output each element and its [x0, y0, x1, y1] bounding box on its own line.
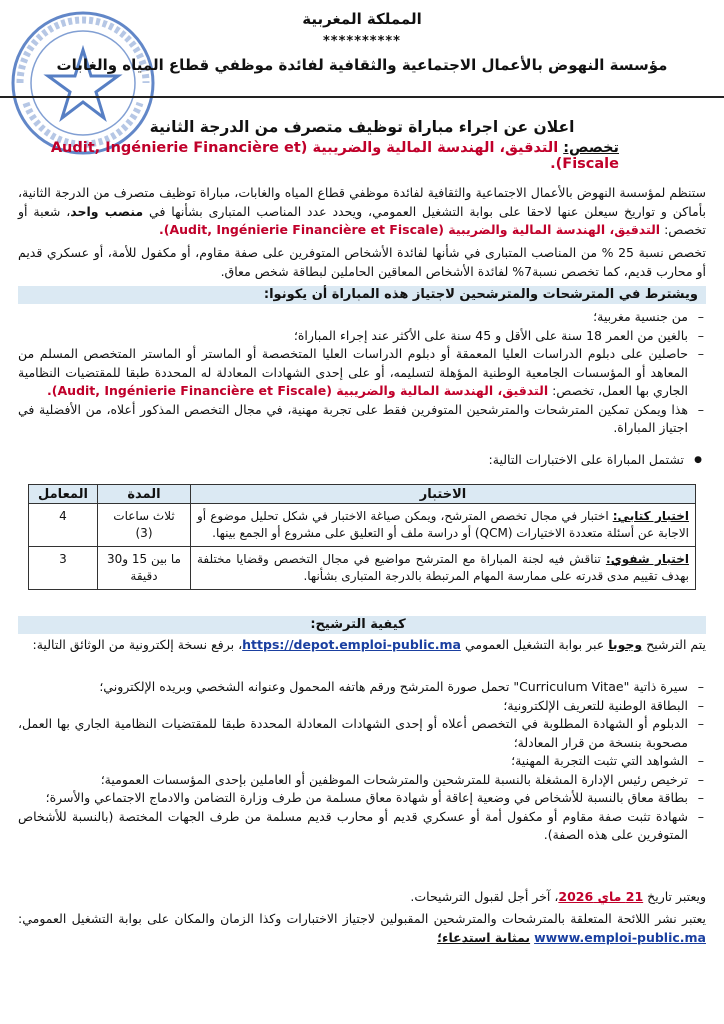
deadline-text: ، آخر أجل لقبول الترشيحات.	[410, 889, 559, 904]
diploma-specialty: التدقيق، الهندسة المالية والضريبية (Audit, Ingénierie Financière et Fiscale).	[47, 383, 549, 398]
list-item: – سيرة ذاتية "Curriculum Vitae" تحمل صورة المترشح ورقم هاتفه المحمول وعنوانه الشخصي وبريده الإلكتروني؛	[18, 678, 706, 697]
list-item: – هذا ويمكن تمكين المترشحات والمترشحين المتوفرين فقط على تجربة مهنية، في مجال التخصص المذكور أعلاه، من الأفضلية في اجتياز المباراة.	[18, 401, 706, 438]
list-item	[18, 345, 706, 401]
application-text: عبر بوابة التشغيل العمومي	[464, 637, 605, 652]
application-text: يتم الترشيح	[646, 637, 706, 652]
diploma-text: حاصلين على دبلوم الدراسات العليا المعمقة أو دبلوم الدراسات العليا المتخصصة أو الماستر أو الماستر المتخصص المسلم من المعاهد أو المؤسسات الجامعية الوطنية المؤهلة لتسليمه، أو على إحدى الشهادات المعادلة له المحددة طبقا للمقتضيات النظامية الجاري بها العمل، تخصص:	[18, 346, 688, 398]
intro-tail: ، شعبة أو تخصص:	[18, 203, 706, 237]
list-item: – شهادة تثبت صفة مقاوم أو مكفول أمة أو عسكري قديم أو محارب قديم مسلمة من طرف الجهات المختصة (بالنسبة للأشخاص المتوفرين على هذه الصفة).	[18, 808, 706, 845]
header-divider	[0, 96, 724, 98]
documents-list	[18, 678, 706, 845]
exams-intro: ● تشتمل المباراة على الاختبارات التالية:	[489, 452, 684, 467]
stars-separator: **********	[323, 34, 401, 49]
exam-cell	[191, 547, 696, 590]
header-coef: المعامل	[29, 485, 98, 504]
conditions-list	[18, 308, 706, 438]
intro-paragraph	[18, 184, 706, 240]
exam-desc: تناقش فيه لجنة المباراة مع المترشح مواضيع في مجال التخصص وقضايا مختلفة بهدف تقييم مدى قدرته على ممارسة المهام المرتبطة بالدرجة المتبارى بشأنها.	[197, 552, 689, 583]
table-header-row	[29, 485, 696, 504]
specialty-label: تخصص:	[563, 140, 619, 156]
header-duration: المدة	[98, 485, 191, 504]
duration-cell: ثلاث ساعات (3)	[98, 504, 191, 547]
duration-cell: ما بين 15 و30 دقيقة	[98, 547, 191, 590]
list-item: – الشواهد التي تثبت التجربة المهنية؛	[18, 752, 706, 771]
conditions-heading: ويشترط في المترشحات والمترشحين لاجتياز هذه المباراة أن يكونوا:	[18, 286, 706, 304]
mandatory-word: وجوبا	[608, 637, 643, 652]
table-row	[29, 547, 696, 590]
exam-label: اختبار كتابي:	[612, 509, 689, 523]
announcement-title: اعلان عن اجراء مباراة توظيف متصرف من الدرجة الثانية	[149, 118, 575, 136]
application-intro	[18, 636, 706, 655]
kingdom-title: المملكة المغربية	[302, 10, 422, 28]
specialty-line	[0, 140, 619, 172]
publication-paragraph	[18, 910, 706, 947]
specialty-value: التدقيق، الهندسة المالية والضريبية (Audit, Ingénierie Financière et Fiscale).	[50, 140, 619, 172]
coef-cell: 4	[29, 504, 98, 547]
deadline-line	[18, 888, 706, 907]
list-item: – بالغين من العمر 18 سنة على الأقل و 45 سنة على الأكثر عند إجراء المباراة؛	[18, 327, 706, 346]
quota-paragraph: تخصص نسبة 25 % من المناصب المتبارى في شأنها لفائدة الأشخاص المتوفرين على صفة مقاوم، أو مكفول للأمة، أو عسكري قديم أو محارب قديم، كما تخصص نسبة7% لفائدة الأشخاص المعاقين الحاملين لبطاقة شخص معاق.	[18, 245, 706, 279]
exam-cell	[191, 504, 696, 547]
application-heading: كيفية الترشيح:	[18, 616, 706, 634]
deadline-date: 21 ماي 2026	[558, 889, 644, 904]
positions-count: منصب واحد	[70, 203, 144, 219]
table-row	[29, 504, 696, 547]
list-item: – بطاقة معاق بالنسبة للأشخاص في وضعية إعاقة أو شهادة معاق مسلمة من طرف وزارة التضامن والادماج الاجتماعي والأسرة؛	[18, 789, 706, 808]
application-text: ، برفع نسخة إلكترونية من الوثائق التالية:	[32, 637, 243, 652]
intro-specialty: التدقيق، الهندسة المالية والضريبية (Audit, Ingénierie Financière et Fiscale).	[159, 222, 661, 237]
list-item: – من جنسية مغربية؛	[18, 308, 706, 327]
portal-link[interactable]: https://depot.emploi-public.ma	[242, 637, 461, 652]
intro-text: ستنظم لمؤسسة النهوض بالأعمال الاجتماعية والثقافية لفائدة موظفي قطاع المياه والغابات، مباراة توظيف متصرف من الدرجة الثانية، بأماكن و تواريخ سيعلن عنها لاحقا على بوابة التشغيل العمومي، ويحدد عدد المناصب المتبارى بشأنها في	[18, 185, 707, 219]
list-item: – ترخيص رئيس الإدارة المشغلة بالنسبة للمترشحين والمترشحات الموظفين أو العاملين بإحدى المؤسسات العمومية؛	[18, 771, 706, 790]
foundation-name: مؤسسة النهوض بالأعمال الاجتماعية والثقافية لفائدة موظفي قطاع المياه والغابات	[56, 56, 668, 74]
deadline-text: ويعتبر تاريخ	[647, 889, 706, 904]
list-item: – الدبلوم أو الشهادة المطلوبة في التخصص أعلاه أو إحدى الشهادات المعادلة المحددة طبقا للمقتضيات النظامية الجاري بها العمل، مصحوبة بنسخة من قرار المعادلة؛	[18, 715, 706, 752]
exam-label: اختبار شفوي:	[605, 552, 689, 566]
exams-table	[28, 484, 696, 590]
exam-desc: اختبار في مجال تخصص المترشح، ويمكن صياغة الاختبار في شكل تحليل موضوع أو الاجابة عن أسئلة متعددة الاختيارات (QCM) أو دراسة ملف أو التعليق على مشروع أو الجمع بينها.	[197, 509, 689, 540]
publication-link[interactable]: wwww.emploi-public.ma	[534, 929, 706, 945]
publication-text: يعتبر نشر اللائحة المتعلقة بالمترشحات والمترشحين المقبولين لاجتياز الاختبارات وكذا الزمان والمكان على بوابة التشغيل العمومي:	[18, 911, 706, 926]
header-exam: الاختبار	[191, 485, 696, 504]
coef-cell: 3	[29, 547, 98, 590]
list-item: – البطاقة الوطنية للتعريف الإلكترونية؛	[18, 697, 706, 716]
convocation-note: بمثابة استدعاء؛	[437, 929, 531, 945]
